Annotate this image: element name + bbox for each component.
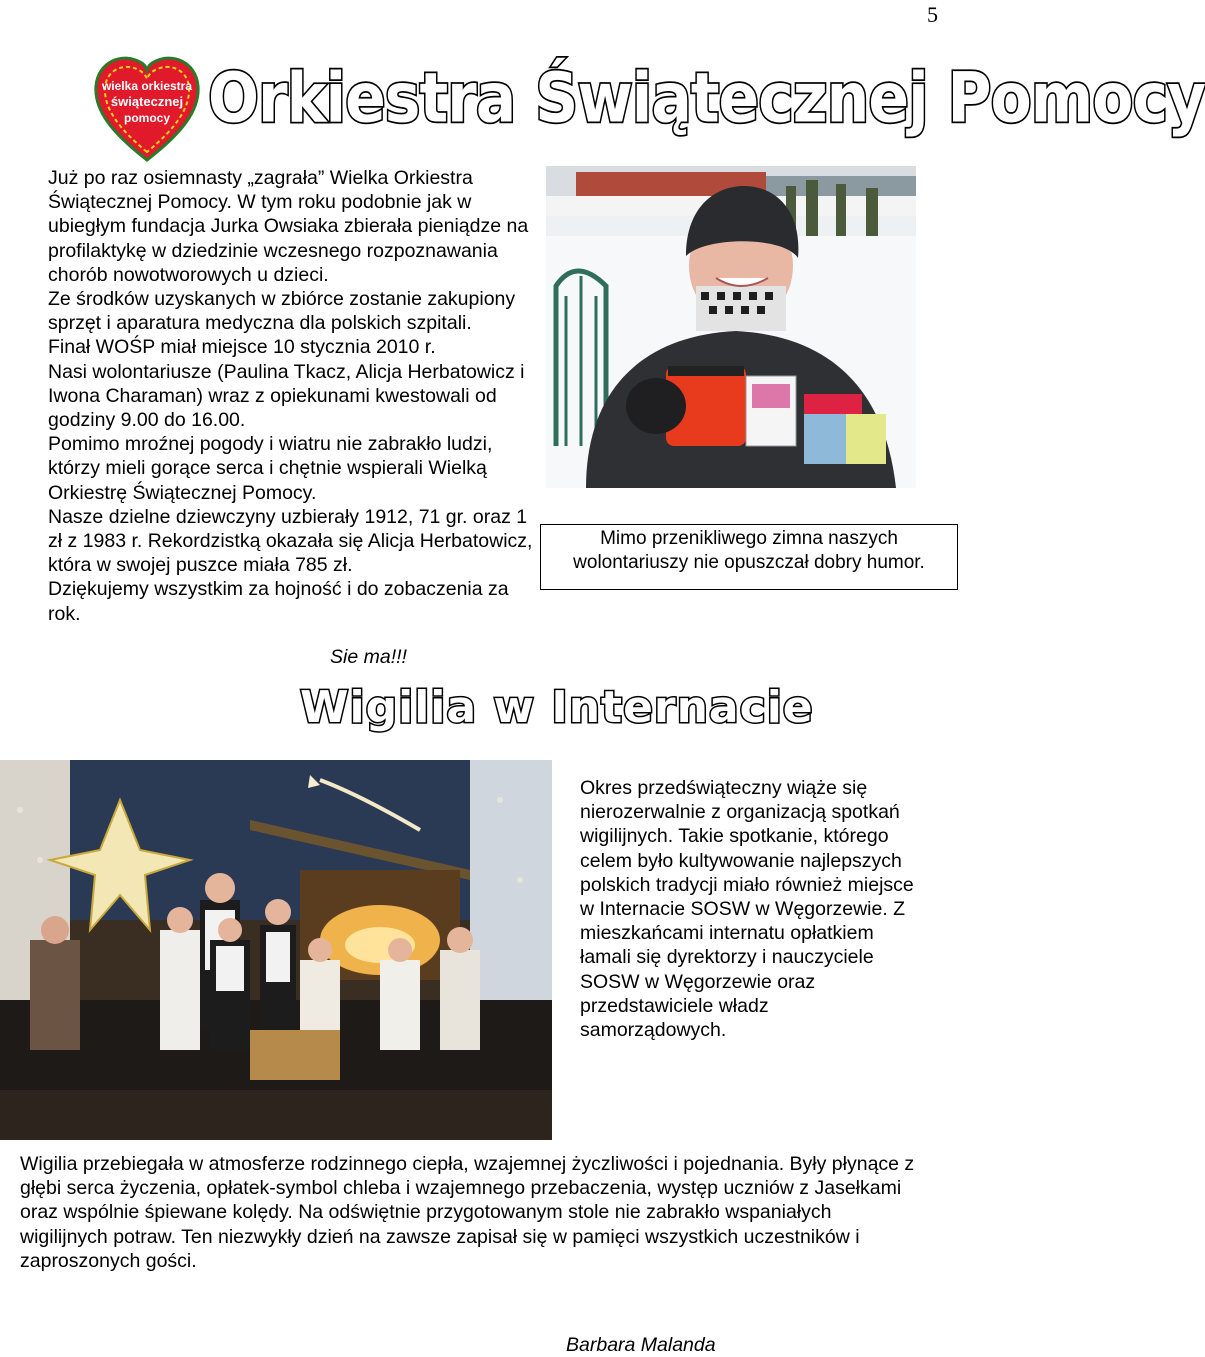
wigilia-bottom-text: Wigilia przebiegała w atmosferze rodzinnego ciepła, wzajemnej życzliwości i pojednania. Były płynące z głębi serca życzenia, opłatek-symbol chleba i wzajemnego przebaczenia, występ uczniów z Jasełkami oraz wspólnie śpiewane kolędy. Na odświętnie przygotowanym stole nie zabrakło wspaniałych wigilijnych potraw. Ten niezwykły dzień na zawsze zapisał się w pamięci wszystkich uczestników i zaproszonych gości. [20, 1153, 915, 1272]
wosp-signature: Sie ma!!! [330, 646, 407, 668]
wosp-heart-logo [92, 48, 202, 168]
author-signature: Barbara Malanda [566, 1334, 716, 1356]
volunteer-photo [546, 166, 916, 488]
logo-line-2: świątecznej [110, 94, 184, 109]
wosp-paragraph: Pomimo mroźnej pogody i wiatru nie zabrakło ludzi, którzy mieli gorące serca i chętnie wspierali Wielką Orkiestrę Świątecznej Pomocy. [48, 433, 493, 504]
nativity-play-photo [0, 760, 552, 1140]
wosp-paragraph: Dziękujemy wszystkim za hojność i do zobaczenia za rok. [48, 578, 509, 625]
page-number: 5 [927, 2, 938, 27]
wigilia-side-text: Okres przedświąteczny wiąże się nierozerwalnie z organizacją spotkań wigilijnych. Takie spotkanie, którego celem było kultywowanie najlepszych polskich tradycji miało również miejsce w Internacie SOSW w Węgorzewie. Z mieszkańcami internatu opłatkiem łamali się dyrektorzy i nauczyciele SOSW w Węgorzewie oraz przedstawiciele władz samorządowych. [580, 777, 914, 1042]
wosp-article [48, 166, 538, 626]
logo-line-1: wielka orkiestra [101, 79, 193, 93]
photo-caption: Mimo przenikliwego zimna naszych wolontariuszy nie opuszczał dobry humor. [540, 524, 958, 590]
wosp-paragraph: Nasi wolontariusze (Paulina Tkacz, Alicja Herbatowicz i Iwona Charaman) wraz z opiekunami kwestowali od godziny 9.00 do 16.00. [48, 360, 525, 432]
wosp-paragraph: Już po raz osiemnasty „zagrała” Wielka Orkiestra Świątecznej Pomocy. W tym roku podobnie jak w ubiegłym fundacja Jurka Owsiaka zbierała pieniądze na profilaktykę w dziedzinie wczesnego rozpoznawania chorób nowotworowych u dzieci. [48, 167, 529, 286]
wosp-paragraph: Nasze dzielne dziewczyny uzbierały 1912, 71 gr. oraz 1 zł z 1983 r. Rekordzistką okazała się Alicja Herbatowicz, która w swojej puszce miała 785 zł. [48, 505, 533, 577]
wigilia-heading: Wigilia w Internacie [300, 682, 814, 733]
wosp-paragraph: Ze środków uzyskanych w zbiórce zostanie zakupiony sprzęt i aparatura medyczna dla polskich szpitali. [48, 288, 516, 335]
wosp-heading: Orkiestra Świątecznej Pomocy [208, 58, 1205, 139]
wosp-paragraph: Finał WOŚP miał miejsce 10 stycznia 2010 r. [48, 336, 436, 359]
logo-line-3: pomocy [123, 111, 171, 125]
